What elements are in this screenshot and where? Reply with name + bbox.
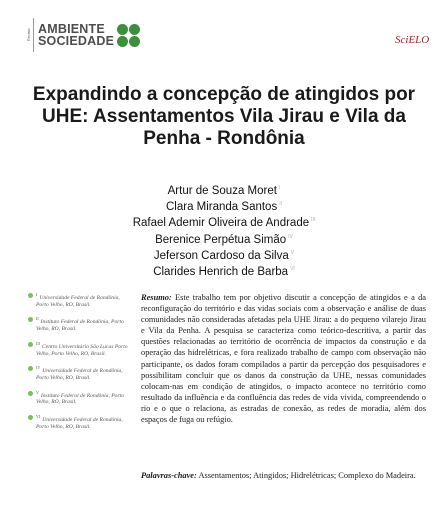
abstract-text: Este trabalho tem por objetivo discutir a concepção de atingidos e a da reconfiguração do território e das vidas sociais com a observação e análise de duas comunidades não consideradas afetadas pela UHE Jirau: a do pequeno vilarejo Jirau e Vila da Penha. A pesquisa se caracteriza como teórico-descritiva, a partir das questões relacionadas ao território de ocorrência de impactos da construção e da operação das hidrelétricas, e fora realizado trabalho de campo com observação não participante, os dados foram compilados a partir da percepção dos pesquisadores e possibilitam concluir que os danos da construção da UHE, nessas comunidades colocam-nas em condição de atingidos, o impacto acontece no território como resultado da influência e da confluência das redes de vida vivida, compreendendo o rio e o que o relaciona, as estradas de conexão, as redes de moradia, além dos espaços de fuga ou refúgio.	[141, 293, 427, 425]
bullet-icon	[28, 366, 33, 371]
affiliation: $^V$Instituto Federal de Rondônia, Porto Velho, RO, Brasil.	[28, 390, 128, 406]
affiliation-list	[28, 292, 128, 439]
keywords	[141, 470, 426, 481]
journal-logo	[27, 17, 143, 53]
author: Artur de Souza Moret $^I$	[167, 184, 281, 197]
author: Clara Miranda Santos $^{II}$	[165, 201, 282, 214]
logo-strip-text: Revista	[27, 18, 34, 52]
keywords-label: Palavras-chave:	[141, 471, 197, 480]
affiliation: $^I$Universidade Federal de Rondônia, Porto Velho, RO, Brasil.	[28, 292, 128, 308]
affiliation: $^{VI}$Universidade Federal de Rondônia, Porto Velho, RO, Brasil.	[28, 414, 128, 430]
bullet-icon	[28, 342, 33, 347]
author: Clarides Henrich de Barba $^{VI}$	[153, 266, 295, 278]
affiliation: $^{III}$Centro Universitário São Lucas Porto Velho, Porto Velho, RO, Brasil.	[28, 341, 128, 357]
bullet-icon	[28, 293, 33, 298]
author-list	[60, 182, 388, 279]
bullet-icon	[28, 317, 33, 322]
author: Rafael Ademir Oliveira de Andrade $^{III}$	[132, 217, 316, 230]
scielo-logo: SciELO	[395, 34, 430, 46]
affiliation: $^{IV}$Universidade Federal de Rondônia, Porto Velho, RO, Brasil.	[28, 365, 128, 381]
logo-line-1: AMBIENTE	[38, 22, 105, 36]
author: Berenice Perpétua Simão $^{IV}$	[155, 233, 293, 246]
abstract-label: Resumo:	[141, 293, 172, 302]
leaf-icon	[117, 24, 143, 47]
bullet-icon	[28, 415, 33, 420]
author: Jeferson Cardoso da Silva $^V$	[153, 249, 295, 262]
affiliation: $^{II}$Instituto Federal de Rondônia, Porto Velho, RO, Brasil.	[28, 316, 128, 332]
logo-wordmark	[38, 23, 114, 47]
logo-line-2: SOCIEDADE	[38, 34, 115, 48]
article-title: Expandindo a concepção de atingidos por UHE: Assentamentos Vila Jirau e Vila da Penha - Rondônia	[32, 84, 416, 149]
abstract	[141, 292, 426, 425]
bullet-icon	[28, 391, 33, 396]
keywords-text: Assentamentos; Atingidos; Hidrelétricas; Complexo do Madeira.	[198, 471, 416, 480]
